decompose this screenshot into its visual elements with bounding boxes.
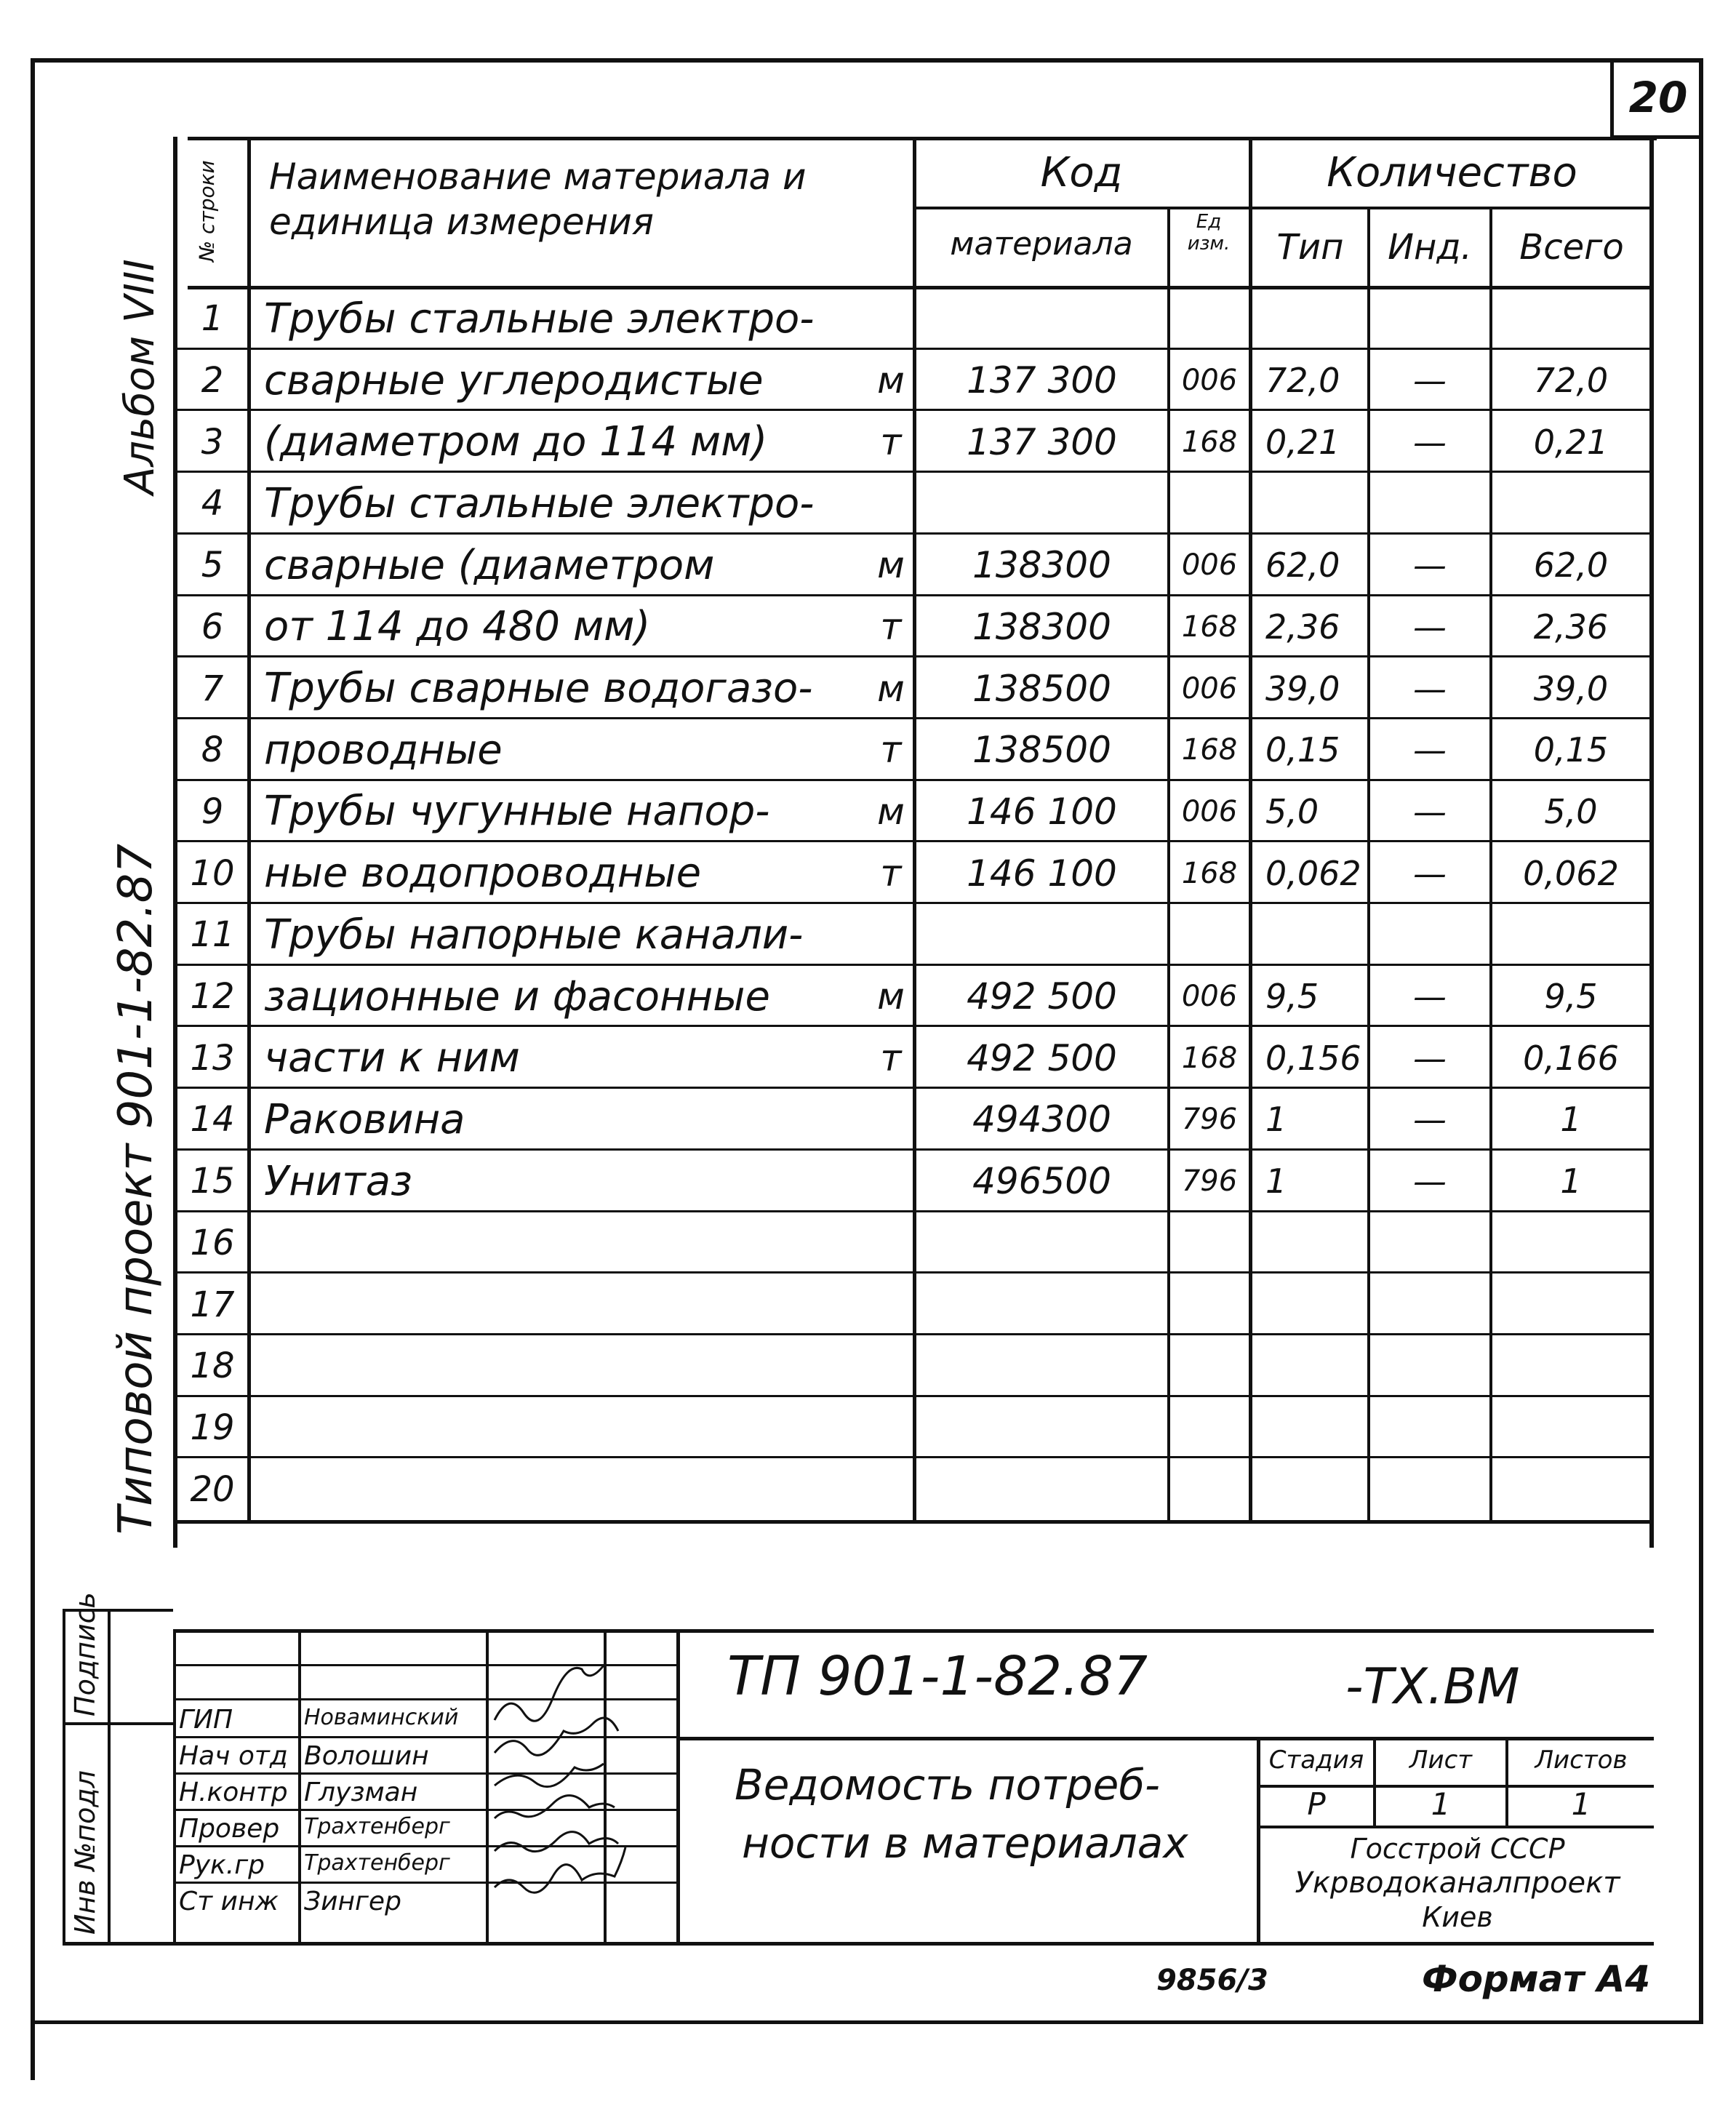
strip-sign-label: Подпись: [69, 1592, 101, 1716]
stamp-title-line1: Ведомость потреб-: [735, 1760, 1160, 1810]
row-name: Раковина: [264, 1095, 465, 1143]
row-name: Трубы напорные канали-: [264, 911, 804, 959]
row-unit-code: 006: [1181, 980, 1238, 1014]
signature-3-icon: [495, 1764, 604, 1787]
row-qty-ind: —: [1413, 730, 1447, 770]
row-qty-type: 62,0: [1265, 545, 1340, 585]
row-qty-total: 0,166: [1523, 1038, 1619, 1078]
stamp-sheet-value: 1: [1431, 1786, 1451, 1822]
signature-6-icon: [495, 1847, 625, 1892]
row-unit-code: 006: [1181, 671, 1238, 705]
row-unit-code: 168: [1181, 733, 1238, 767]
header-name: Наименование материала и единица измерения: [269, 156, 807, 243]
row-qty-ind: —: [1413, 977, 1447, 1017]
stamp-stage-label: Стадия: [1268, 1746, 1364, 1775]
footer-format: Формат А4: [1422, 1958, 1651, 2000]
row-code: 138500: [972, 667, 1111, 710]
row-unit: м: [877, 359, 905, 402]
row-code: 494300: [972, 1098, 1111, 1141]
stamp-designation: ТП 901-1-82.87: [727, 1645, 1148, 1708]
row-name: зационные и фасонные: [264, 972, 770, 1020]
row-number: 11: [190, 914, 235, 956]
row-name: Трубы стальные электро-: [264, 295, 815, 343]
row-number: 20: [190, 1468, 235, 1510]
row-code: 492 500: [967, 1036, 1117, 1079]
header-code-unit: Ед изм.: [1187, 211, 1231, 255]
stamp-sheets-value: 1: [1571, 1786, 1591, 1822]
row-name: Трубы чугунные напор-: [264, 788, 770, 836]
row-number: 12: [190, 976, 235, 1017]
row-number: 15: [190, 1161, 235, 1202]
stamp-title-line2: ности в материалах: [742, 1818, 1188, 1868]
person-role: Нач отд: [179, 1741, 288, 1771]
row-unit: м: [877, 975, 905, 1018]
footer-doc-number: 9856/3: [1156, 1964, 1268, 1997]
row-qty-total: 1: [1560, 1100, 1582, 1140]
row-unit-code: 168: [1181, 609, 1238, 644]
row-number: 8: [201, 729, 224, 771]
strip-inv-label: Инв №подл: [69, 1770, 101, 1935]
row-qty-total: 9,5: [1544, 977, 1598, 1017]
row-qty-ind: —: [1413, 1100, 1447, 1140]
row-unit: м: [877, 544, 905, 587]
row-qty-type: 39,0: [1265, 668, 1340, 708]
stamp-stage-value: Р: [1307, 1786, 1326, 1822]
row-code: 137 300: [967, 420, 1117, 463]
row-unit-code: 006: [1181, 794, 1238, 828]
person-name: Трахтенберг: [304, 1850, 450, 1876]
row-name: сварные углеродистые: [264, 356, 764, 404]
row-qty-type: 0,156: [1265, 1038, 1361, 1078]
row-unit-code: 006: [1181, 548, 1238, 583]
person-role: Провер: [179, 1814, 280, 1844]
row-number: 9: [201, 791, 224, 832]
row-number: 13: [190, 1037, 235, 1079]
row-qty-ind: —: [1413, 422, 1447, 462]
person-role: Рук.гр: [179, 1850, 265, 1880]
person-name: Новаминский: [304, 1705, 459, 1730]
row-code: 146 100: [967, 790, 1117, 833]
signature-1-icon: [495, 1666, 604, 1721]
row-qty-type: 5,0: [1265, 791, 1319, 831]
row-number: 18: [190, 1346, 235, 1387]
row-qty-ind: —: [1413, 1038, 1447, 1078]
row-qty-type: 0,15: [1265, 730, 1340, 770]
row-code: 137 300: [967, 359, 1117, 402]
row-code: 492 500: [967, 975, 1117, 1018]
signature-5-icon: [495, 1832, 618, 1852]
row-qty-total: 0,062: [1523, 853, 1619, 893]
row-name: части к ним: [264, 1034, 520, 1082]
person-name: Глузман: [304, 1778, 418, 1807]
row-qty-ind: —: [1413, 545, 1447, 585]
header-qty-ind: Инд.: [1388, 227, 1472, 268]
row-qty-total: 62,0: [1533, 545, 1609, 585]
header-row-no: № строки: [195, 160, 219, 262]
side-label-project: Типовой проект 901-1-82.87: [109, 843, 163, 1535]
row-qty-ind: —: [1413, 853, 1447, 893]
row-unit-code: 006: [1181, 364, 1238, 398]
row-number: 7: [201, 668, 224, 709]
person-role: Н.контр: [179, 1778, 288, 1807]
row-number: 10: [190, 852, 235, 894]
person-role: ГИП: [179, 1705, 233, 1735]
row-qty-ind: —: [1413, 607, 1447, 647]
stamp-sheet-label: Лист: [1409, 1746, 1473, 1775]
row-qty-type: 9,5: [1265, 977, 1319, 1017]
signature-4-icon: [495, 1796, 615, 1818]
row-unit: т: [880, 1036, 902, 1079]
person-name: Зингер: [304, 1887, 401, 1916]
row-qty-total: 0,21: [1533, 422, 1609, 462]
row-qty-type: 1: [1265, 1100, 1287, 1140]
row-number: 2: [201, 360, 224, 401]
row-number: 6: [201, 606, 224, 647]
stamp-suffix: -ТХ.ВМ: [1345, 1658, 1520, 1716]
row-number: 1: [201, 298, 224, 340]
row-number: 16: [190, 1222, 235, 1263]
row-unit: т: [880, 420, 902, 463]
row-unit-code: 168: [1181, 425, 1238, 459]
row-unit: т: [880, 852, 902, 895]
row-unit-code: 168: [1181, 1041, 1238, 1075]
row-qty-total: 0,15: [1533, 730, 1609, 770]
row-name: Трубы сварные водогазо-: [264, 665, 813, 713]
row-name: Унитаз: [264, 1157, 412, 1205]
row-name: Трубы стальные электро-: [264, 479, 815, 527]
row-qty-type: 0,21: [1265, 422, 1340, 462]
row-unit-code: 168: [1181, 856, 1238, 890]
row-name: проводные: [264, 726, 503, 774]
row-number: 14: [190, 1099, 235, 1140]
stamp-org-line3: Киев: [1422, 1901, 1493, 1933]
row-unit: м: [877, 667, 905, 710]
row-qty-total: 2,36: [1533, 607, 1609, 647]
stamp-sheets-label: Листов: [1535, 1746, 1628, 1775]
row-unit: м: [877, 790, 905, 833]
row-number: 19: [190, 1407, 235, 1448]
row-qty-ind: —: [1413, 361, 1447, 401]
person-name: Трахтенберг: [304, 1814, 450, 1839]
row-code: 138300: [972, 544, 1111, 587]
header-qty-type: Тип: [1276, 227, 1344, 268]
row-name: от 114 до 480 мм): [264, 603, 651, 651]
header-qty-group: Количество: [1327, 149, 1577, 196]
row-code: 146 100: [967, 852, 1117, 895]
row-qty-ind: —: [1413, 1162, 1447, 1202]
row-qty-total: 72,0: [1533, 361, 1609, 401]
row-qty-total: 39,0: [1533, 668, 1609, 708]
row-unit: т: [880, 729, 902, 772]
row-qty-total: 1: [1560, 1162, 1582, 1202]
row-qty-type: 0,062: [1265, 853, 1361, 893]
row-name: ные водопроводные: [264, 849, 702, 897]
row-number: 17: [190, 1284, 235, 1325]
stamp-org-line2: Укрводоканалпроект: [1295, 1866, 1620, 1900]
person-name: Волошин: [304, 1741, 429, 1771]
header-code-material: материала: [950, 225, 1133, 263]
signature-2-icon: [495, 1718, 618, 1755]
person-role: Ст инж: [179, 1887, 279, 1916]
row-qty-ind: —: [1413, 791, 1447, 831]
row-unit: т: [880, 605, 902, 648]
row-unit-code: 796: [1181, 1164, 1238, 1199]
row-code: 138500: [972, 729, 1111, 772]
row-code: 496500: [972, 1160, 1111, 1203]
header-code-group: Код: [1040, 149, 1123, 196]
row-code: 138300: [972, 605, 1111, 648]
side-label-album: Альбом VIII: [116, 259, 164, 495]
row-name: (диаметром до 114 мм): [264, 418, 768, 466]
stamp-org-line1: Госстрой СССР: [1350, 1833, 1565, 1865]
sheet-number: 20: [1628, 73, 1688, 122]
row-unit-code: 796: [1181, 1103, 1238, 1137]
row-name: сварные (диаметром: [264, 541, 715, 589]
row-number: 3: [201, 421, 224, 463]
row-number: 5: [201, 545, 224, 586]
row-qty-type: 2,36: [1265, 607, 1340, 647]
header-qty-total: Всего: [1519, 227, 1624, 268]
row-qty-ind: —: [1413, 668, 1447, 708]
row-qty-total: 5,0: [1544, 791, 1598, 831]
row-qty-type: 1: [1265, 1162, 1287, 1202]
row-qty-type: 72,0: [1265, 361, 1340, 401]
row-number: 4: [201, 483, 224, 524]
